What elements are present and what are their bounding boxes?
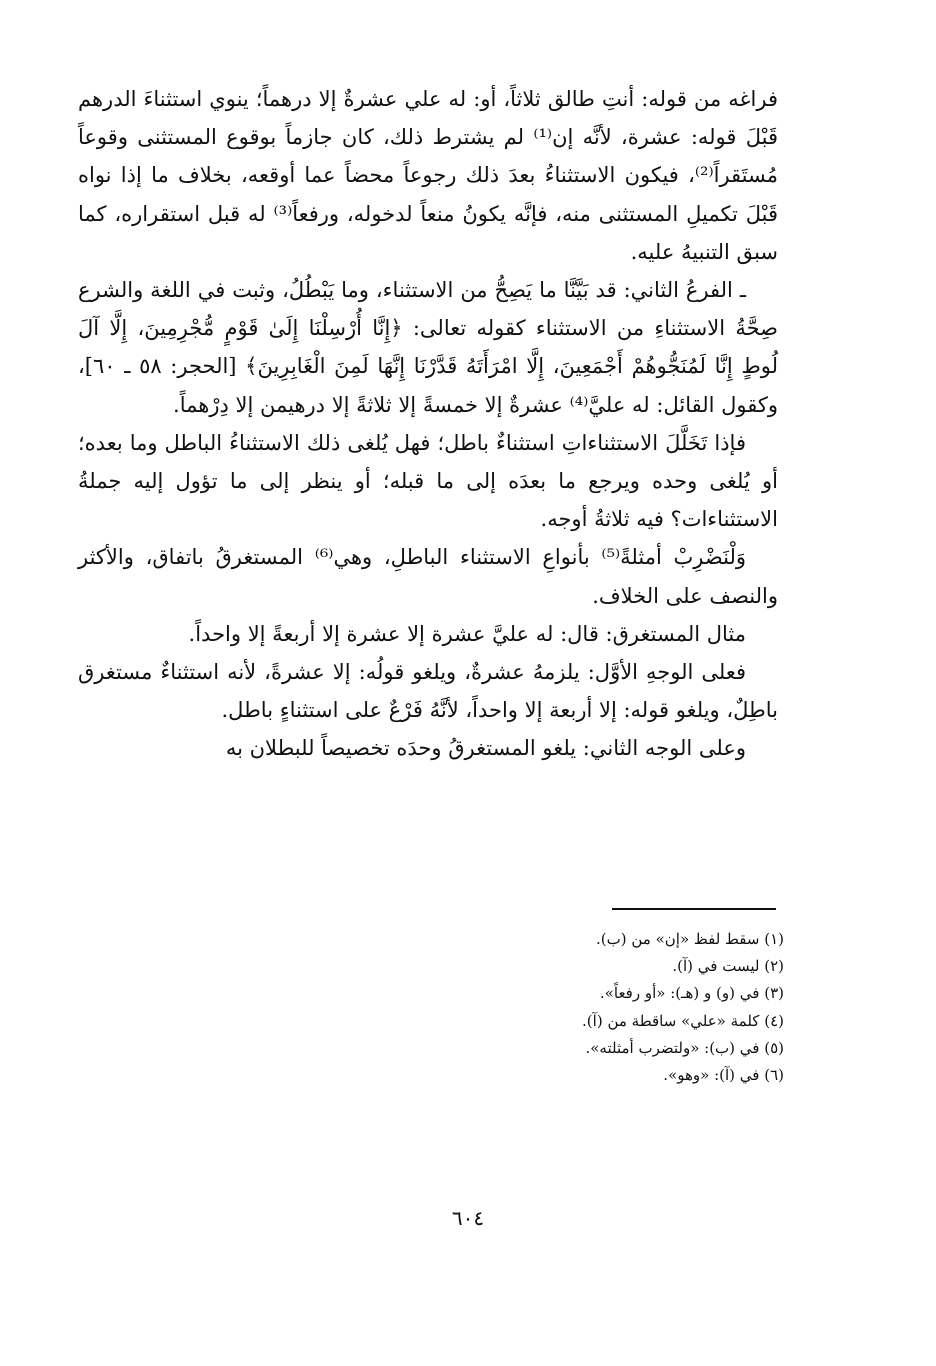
main-text — [78, 80, 778, 768]
footnote-divider — [612, 908, 776, 910]
footnote-1: (١) سقط لفظ «إن» من (ب). — [596, 930, 784, 948]
paragraph-2: ـ الفرعُ الثاني: قد بَيَّنَّا ما يَصِحُّ من الاستثناء، وما يَبْطُلُ، وثبت في اللغة والشرع صِحَّةُ الاستثناءِ من الاستثناء كقوله تعالى: ﴿إِنَّا أُرْسِلْنَا إِلَىٰ قَوْمٍ مُّجْرِمِينَ، إِلَّا آلَ لُوطٍ إِنَّا لَمُنَجُّوهُمْ أَجْمَعِينَ، إِلَّا امْرَأَتَهُ قَدَّرْنَا إِنَّهَا لَمِنَ الْغَابِرِينَ﴾ [الحجر: ٥٨ ـ ٦٠]، وكقول القائل: له عليَّ⁽⁴⁾ عشرةٌ إلا خمسةً إلا ثلاثةً إلا درهيمن إلا دِرْهماً. — [78, 278, 778, 417]
paragraph-4: وَلْنَضْرِبْ أمثلةً⁽⁵⁾ بأنواعِ الاستثناء الباطلِ، وهي⁽⁶⁾ المستغرقُ باتفاق، والأكثر والنصف على الخلاف. — [78, 545, 778, 608]
footnote-4: (٤) كلمة «علي» ساقطة من (آ). — [582, 1011, 784, 1030]
paragraph-7: وعلى الوجه الثاني: يلغو المستغرقُ وحدَه تخصيصاً للبطلان به — [225, 736, 746, 761]
footnote-5: (٥) في (ب): «ولتضرب أمثلته». — [585, 1038, 784, 1057]
page-number: ٦٠٤ — [451, 1206, 485, 1230]
footnote-3: (٣) في (و) و (هـ): «أو رفعاً». — [599, 984, 784, 1003]
footnote-6: (٦) في (آ): «وهو». — [663, 1066, 784, 1085]
paragraph-6: فعلى الوجهِ الأوَّل: يلزمهُ عشرةٌ، ويلغو قولُه: إلا عشرةً، لأنه استثناءٌ مستغرق باطِلٌ، ويلغو قوله: إلا أربعة إلا واحداً، لأنَّهُ فَرْعٌ على استثناءٍ باطل. — [78, 660, 778, 723]
paragraph-1: فراغه من قوله: أنتِ طالق ثلاثاً، أو: له علي عشرةٌ إلا درهماً؛ ينوي استثناءَ الدرهم قَبْلَ قوله: عشرة، لأنَّه إن⁽¹⁾ لم يشترط ذلك، كان جازماً بوقوع المستثنى وقوعاً مُستَقراً⁽²⁾، فيكون الاستثناءُ بعدَ ذلك رجوعاً محضاً عما أوقعه، بخلاف ما إذا نواه قَبْلَ تكميلِ المستثنى منه، فإنَّه يكونُ منعاً لدخوله، ورفعاً⁽³⁾ له قبل استقراره، كما سبق التنبيهُ عليه. — [78, 87, 778, 264]
footnote-2: (٢) ليست في (آ). — [672, 957, 784, 976]
footnotes — [78, 926, 784, 1089]
paragraph-5: مثال المستغرق: قال: له عليَّ عشرة إلا عشرة إلا أربعةً إلا واحداً. — [188, 621, 746, 646]
paragraph-3: فإذا تَخَلَّلَ الاستثناءاتِ استثناءٌ باطل؛ فهل يُلغى ذلك الاستثناءُ الباطل وما بعده؛ أو يُلغى وحده ويرجع ما بعدَه إلى ما قبله؛ أو ينظر إلى ما تؤول إليه جملةُ الاستثناءات؟ فيه ثلاثةُ أوجه. — [78, 430, 778, 532]
